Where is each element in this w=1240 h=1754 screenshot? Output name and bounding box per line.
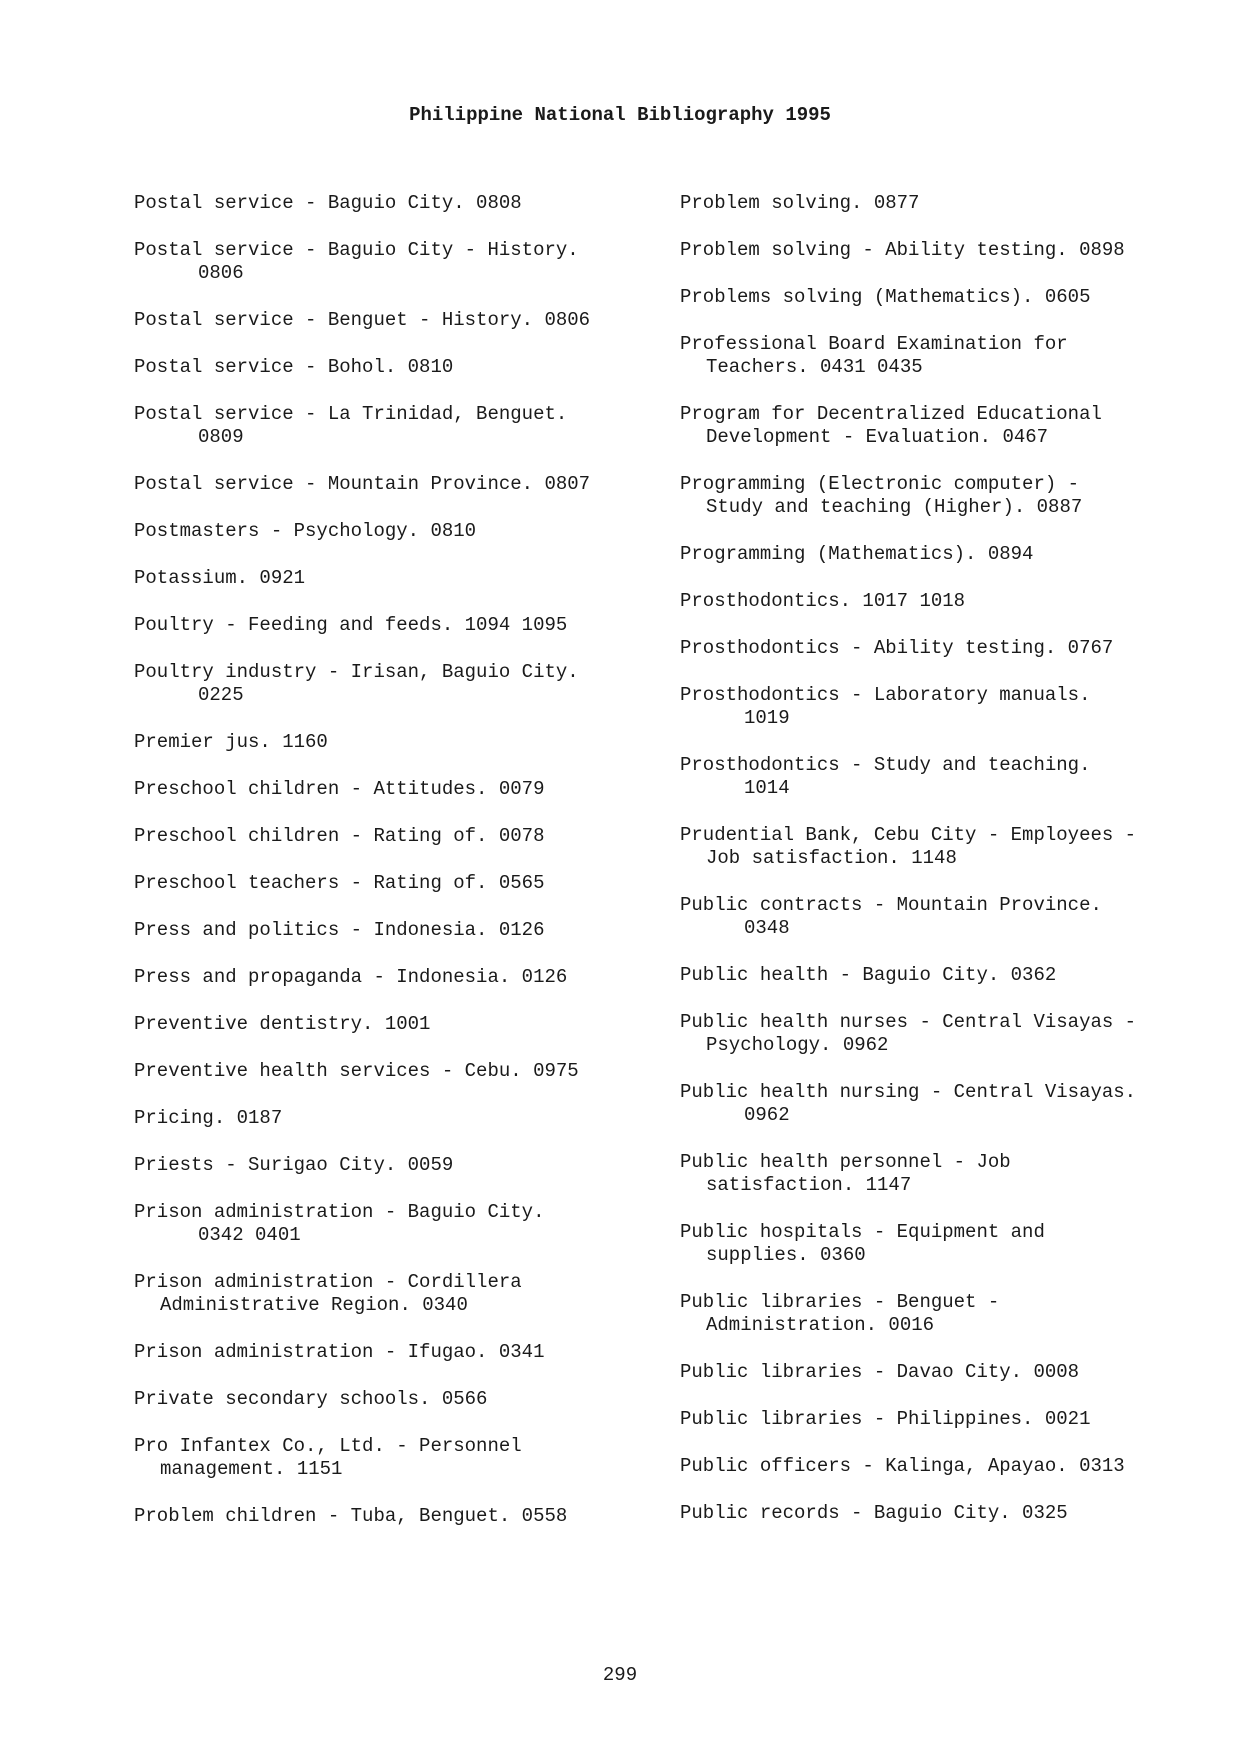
index-entry-continuation: 0806 (198, 262, 244, 284)
index-entry-heading: Problem children - Tuba, Benguet. 0558 (134, 1505, 568, 1527)
index-entry (680, 637, 1190, 660)
index-entry-continuation: 0348 (744, 917, 790, 939)
index-entry-heading: Postal service - Baguio City - History. (134, 239, 579, 261)
index-entry (680, 333, 1190, 379)
index-entry (680, 1151, 1190, 1197)
index-entry-heading: Postal service - Mountain Province. 0807 (134, 473, 591, 495)
index-entry (680, 824, 1190, 870)
index-entry (134, 356, 654, 379)
index-entry (134, 919, 654, 942)
index-entry (134, 1505, 654, 1528)
index-entry-heading: Public health personnel - Job (680, 1151, 1011, 1173)
index-entry-continuation: 0809 (198, 426, 244, 448)
index-entry (680, 473, 1190, 519)
index-entry (134, 825, 654, 848)
index-entry (134, 778, 654, 801)
index-entry (680, 1502, 1190, 1525)
index-entry-heading: Public hospitals - Equipment and (680, 1221, 1045, 1243)
index-entry (680, 964, 1190, 987)
index-entry-heading: Postal service - Bohol. 0810 (134, 356, 454, 378)
index-entry (134, 192, 654, 215)
index-entry (680, 1455, 1190, 1478)
index-entry-continuation: 0962 (744, 1104, 790, 1126)
index-entry-heading: Press and politics - Indonesia. 0126 (134, 919, 545, 941)
index-entry-heading: Pro Infantex Co., Ltd. - Personnel (134, 1435, 522, 1457)
index-entry-continuation: Administrative Region. 0340 (160, 1294, 468, 1316)
index-entry-continuation: Development - Evaluation. 0467 (706, 426, 1049, 448)
index-entry (680, 1291, 1190, 1337)
index-entry-heading: Program for Decentralized Educational (680, 403, 1102, 425)
index-entry (680, 590, 1190, 613)
index-entry-heading: Public libraries - Philippines. 0021 (680, 1408, 1091, 1430)
index-entry-heading: Problem solving. 0877 (680, 192, 920, 214)
index-entry-heading: Public health - Baguio City. 0362 (680, 964, 1057, 986)
index-entry-heading: Prison administration - Cordillera (134, 1271, 522, 1293)
index-entry-heading: Prison administration - Ifugao. 0341 (134, 1341, 545, 1363)
index-entry (134, 661, 654, 707)
index-entry-heading: Public officers - Kalinga, Apayao. 0313 (680, 1455, 1125, 1477)
index-entry-heading: Poultry industry - Irisan, Baguio City. (134, 661, 579, 683)
index-entry (680, 1361, 1190, 1384)
index-entry (134, 239, 654, 285)
index-entry-heading: Professional Board Examination for (680, 333, 1068, 355)
index-entry-continuation: Administration. 0016 (706, 1314, 935, 1336)
index-entry-heading: Priests - Surigao City. 0059 (134, 1154, 454, 1176)
index-entry (134, 872, 654, 895)
index-entry (680, 239, 1190, 262)
index-entry-heading: Public libraries - Davao City. 0008 (680, 1361, 1080, 1383)
index-entry-heading: Press and propaganda - Indonesia. 0126 (134, 966, 568, 988)
index-entry-heading: Public health nurses - Central Visayas - (680, 1011, 1137, 1033)
index-entry-continuation: satisfaction. 1147 (706, 1174, 912, 1196)
index-entry-heading: Postal service - Benguet - History. 0806 (134, 309, 591, 331)
index-entry (680, 894, 1190, 940)
index-entry-continuation: Job satisfaction. 1148 (706, 847, 957, 869)
index-entry-continuation: 1019 (744, 707, 790, 729)
index-entry (680, 684, 1190, 730)
index-column-right (680, 192, 1190, 1549)
index-entry-continuation: 1014 (744, 777, 790, 799)
index-column-left (134, 192, 654, 1552)
index-entry-heading: Poultry - Feeding and feeds. 1094 1095 (134, 614, 568, 636)
index-entry (134, 1154, 654, 1177)
index-entry-heading: Prudential Bank, Cebu City - Employees - (680, 824, 1137, 846)
index-entry (680, 1221, 1190, 1267)
index-entry-heading: Public contracts - Mountain Province. (680, 894, 1102, 916)
index-entry-continuation: 0225 (198, 684, 244, 706)
index-entry-continuation: Psychology. 0962 (706, 1034, 889, 1056)
index-entry (134, 1388, 654, 1411)
index-entry-continuation: Study and teaching (Higher). 0887 (706, 496, 1083, 518)
index-entry-heading: Prison administration - Baguio City. (134, 1201, 545, 1223)
index-entry-heading: Prosthodontics. 1017 1018 (680, 590, 966, 612)
index-entry (134, 1271, 654, 1317)
index-entry-heading: Preschool children - Attitudes. 0079 (134, 778, 545, 800)
index-entry-continuation: Teachers. 0431 0435 (706, 356, 923, 378)
index-entry-heading: Prosthodontics - Ability testing. 0767 (680, 637, 1114, 659)
index-entry (680, 1408, 1190, 1431)
index-entry-continuation: supplies. 0360 (706, 1244, 866, 1266)
index-entry-heading: Problem solving - Ability testing. 0898 (680, 239, 1125, 261)
index-entry-heading: Prosthodontics - Laboratory manuals. (680, 684, 1091, 706)
index-entry (134, 567, 654, 590)
index-entry-heading: Public libraries - Benguet - (680, 1291, 1000, 1313)
page-title: Philippine National Bibliography 1995 (409, 104, 831, 126)
index-entry-heading: Premier jus. 1160 (134, 731, 328, 753)
page-number: 299 (602, 1664, 638, 1686)
index-entry-heading: Public health nursing - Central Visayas. (680, 1081, 1137, 1103)
index-entry (134, 1013, 654, 1036)
index-entry-heading: Public records - Baguio City. 0325 (680, 1502, 1068, 1524)
index-entry (680, 403, 1190, 449)
index-entry-heading: Programming (Mathematics). 0894 (680, 543, 1034, 565)
index-entry-heading: Pricing. 0187 (134, 1107, 283, 1129)
index-entry (134, 520, 654, 543)
index-entry (680, 192, 1190, 215)
index-entry (680, 754, 1190, 800)
index-entry-heading: Potassium. 0921 (134, 567, 306, 589)
index-entry-heading: Preschool teachers - Rating of. 0565 (134, 872, 545, 894)
index-entry-heading: Preventive dentistry. 1001 (134, 1013, 431, 1035)
index-entry-heading: Prosthodontics - Study and teaching. (680, 754, 1091, 776)
index-entry-continuation: management. 1151 (160, 1458, 343, 1480)
index-entry-heading: Postal service - La Trinidad, Benguet. (134, 403, 568, 425)
index-entry-heading: Preventive health services - Cebu. 0975 (134, 1060, 579, 1082)
index-entry-heading: Preschool children - Rating of. 0078 (134, 825, 545, 847)
index-entry-heading: Programming (Electronic computer) - (680, 473, 1080, 495)
index-entry (134, 1341, 654, 1364)
index-entry (680, 543, 1190, 566)
index-entry (134, 473, 654, 496)
index-entry (134, 403, 654, 449)
index-entry-heading: Private secondary schools. 0566 (134, 1388, 488, 1410)
index-entry (134, 1060, 654, 1083)
index-entry-heading: Problems solving (Mathematics). 0605 (680, 286, 1091, 308)
index-entry (134, 966, 654, 989)
index-entry (680, 1081, 1190, 1127)
index-entry (134, 1435, 654, 1481)
index-entry (680, 1011, 1190, 1057)
index-entry (134, 1201, 654, 1247)
index-entry (134, 731, 654, 754)
index-entry-heading: Postal service - Baguio City. 0808 (134, 192, 522, 214)
index-entry-heading: Postmasters - Psychology. 0810 (134, 520, 477, 542)
index-entry (680, 286, 1190, 309)
index-entry (134, 309, 654, 332)
index-entry (134, 614, 654, 637)
index-entry-continuation: 0342 0401 (198, 1224, 301, 1246)
index-entry (134, 1107, 654, 1130)
